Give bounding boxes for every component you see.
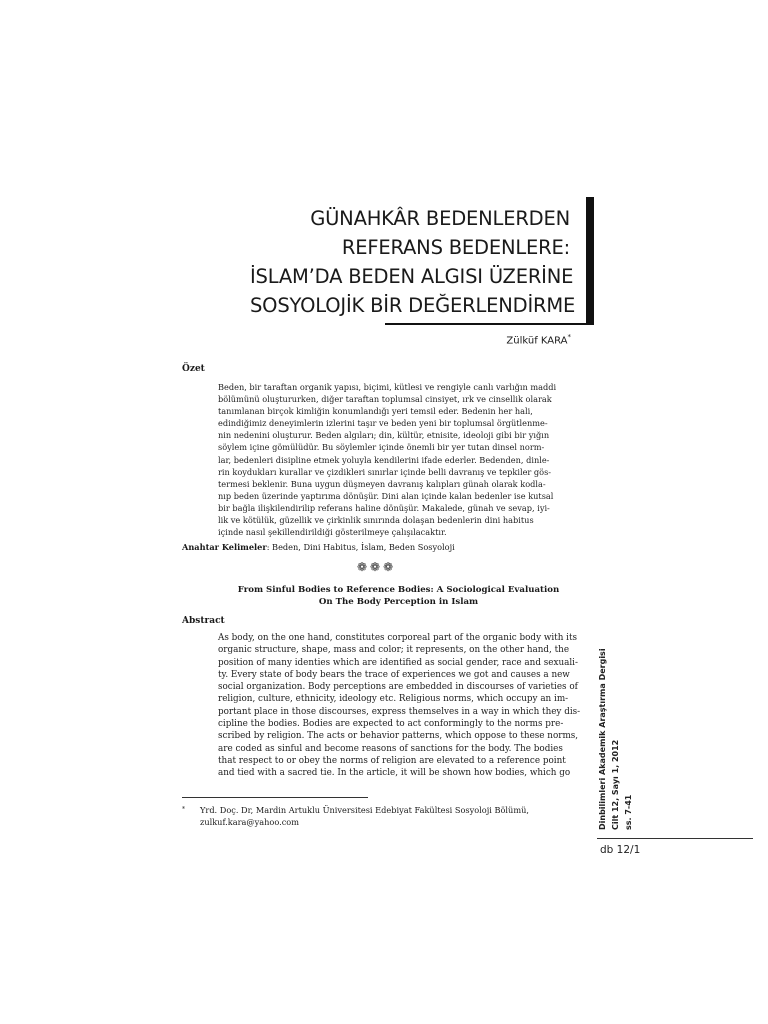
ozet-line: söylem içine gömülüdür. Bu söylemler içinde önemli bir yer tutan dinsel norm- <box>218 442 545 453</box>
abstract-line: position of many identies which are identified as social gender, race and sexuali- <box>218 657 578 668</box>
journal-sidebar <box>597 600 651 830</box>
title-line-4: SOSYOLOJİK BİR DEĞERLENDİRME <box>250 294 576 317</box>
journal-volume-vertical: Cilt 12, Sayı 1, 2012 <box>611 739 620 830</box>
ozet-heading: Özet <box>182 364 205 374</box>
title-vertical-bar <box>586 197 594 325</box>
journal-rule <box>597 838 753 839</box>
footnote-mark: * <box>182 806 185 813</box>
ozet-line: içinde nasıl şekillendirildiği gösterilmeye çalışılacaktır. <box>218 527 447 538</box>
author-name-text: Zülküf KARA <box>506 335 568 347</box>
abstract-line: social organization. Body perceptions are embedded in discourses of varieties of <box>218 682 578 693</box>
article-title <box>250 204 576 320</box>
abstract-heading: Abstract <box>182 616 225 626</box>
keywords <box>182 542 582 552</box>
journal-label: db 12/1 <box>600 844 641 856</box>
english-title <box>215 584 582 608</box>
ozet-line: lar, bedenleri disipline etmek yoluyla kendilerini ifade ederler. Bedenden, dinle- <box>218 454 550 465</box>
journal-pages-vertical: ss. 7-41 <box>624 794 633 830</box>
ozet-line: nin nedenini oluşturur. Beden algıları; din, kültür, etnisite, ideoloji gibi bir yığın <box>218 430 550 441</box>
ozet-line: tanımlanan birçok kimliğin konumlandığı yeri temsil eder. Bedenin her hali, <box>218 406 533 417</box>
abstract-line: cipline the bodies. Bodies are expected to act conformingly to the norms pre- <box>218 719 564 730</box>
abstract-line: are coded as sinful and become reasons of sanctions for the body. The bodies <box>218 743 563 754</box>
abstract-line: scribed by religion. The acts or behavior patterns, which oppose to these norms, <box>218 731 579 742</box>
abstract-line: organic structure, shape, mass and color; it represents, on the other hand, the <box>218 645 570 656</box>
english-title-line-2: On The Body Perception in Islam <box>318 597 479 607</box>
author-name <box>506 333 571 346</box>
ozet-line: edindiğimiz deneyimlerin izlerini taşır ve beden yeni bir toplumsal örgütlenme- <box>218 418 548 429</box>
ozet-line: Beden, bir taraftan organik yapısı, biçimi, kütlesi ve rengiyle canlı varlığın maddi <box>218 382 557 392</box>
abstract-line: and tied with a sacred tie. In the article, it will be shown how bodies, which go <box>218 768 571 779</box>
title-line-2: REFERANS BEDENLERE: <box>341 236 570 259</box>
footnote-text <box>200 804 529 828</box>
abstract-paragraph <box>218 632 585 780</box>
abstract-line: As body, on the one hand, constitutes corporeal part of the organic body with its <box>218 633 578 643</box>
ozet-line: nıp beden üzerinde yaptırıma dönüşür. Dini alan içinde kalan bedenler ise kutsal <box>218 490 554 501</box>
keywords-label: Anahtar Kelimeler <box>182 542 267 552</box>
footnote-line-1: Yrd. Doç. Dr, Mardin Artuklu Üniversitesi Edebiyat Fakültesi Sosyoloji Bölümü, <box>200 805 529 815</box>
ozet-line: termesi beklenir. Buna uygun düşmeyen davranış kalıpları günah olarak kodla- <box>218 478 546 489</box>
abstract-line: portant place in those discourses, express themselves in a way in which they dis- <box>218 706 581 717</box>
ozet-line: bölümünü oluştururken, diğer taraftan toplumsal cinsiyet, ırk ve cinsellik olarak <box>218 394 552 405</box>
author-footnote-mark: * <box>567 333 571 341</box>
title-line-3: İSLAM’DA BEDEN ALGISI ÜZERİNE <box>250 265 574 288</box>
keywords-text: : Beden, Dini Habitus, İslam, Beden Sosyoloji <box>266 542 455 552</box>
section-ornament: ❁❁❁ <box>357 560 397 574</box>
ozet-line: bir bağla ilişkilendirilip referans haline dönüşür. Makalede, günah ve sevap, iyi- <box>218 502 550 513</box>
ozet-paragraph <box>218 381 585 538</box>
abstract-line: that respect to or obey the norms of religion are elevated to a reference point <box>218 755 566 766</box>
ozet-line: lik ve kötülük, güzellik ve çirkinlik sınırında dolaşan bedenlerin dini habitus <box>218 515 534 526</box>
abstract-line: ty. Every state of body bears the trace of experiences we got and causes a new <box>218 669 570 680</box>
journal-name-vertical: Dinbilimleri Akademik Araştırma Dergisi <box>598 648 607 830</box>
footnote-rule <box>182 797 368 798</box>
footnote <box>182 804 582 828</box>
footnote-line-2: zulkuf.kara@yahoo.com <box>200 817 299 827</box>
english-title-line-1: From Sinful Bodies to Reference Bodies: A Sociological Evaluation <box>237 585 560 595</box>
title-line-1: GÜNAHKÂR BEDENLERDEN <box>310 207 570 230</box>
ozet-line: rin koydukları kurallar ve çizdikleri sınırlar içinde belli davranış ve tepkiler gös- <box>218 466 552 477</box>
abstract-line: religion, culture, ethnicity, ideology etc. Religious norms, which occupy an im- <box>218 694 569 705</box>
title-underline <box>385 323 594 325</box>
